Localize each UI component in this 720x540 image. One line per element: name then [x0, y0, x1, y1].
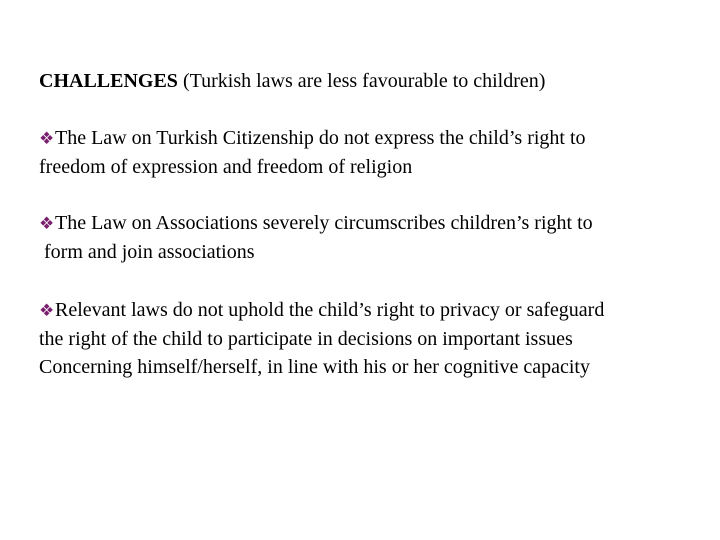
bullet-line: form and join associations — [44, 241, 255, 263]
bullet-line — [39, 296, 719, 325]
heading-bold-text: CHALLENGES — [39, 70, 178, 92]
bullet-item-privacy — [39, 296, 719, 381]
diamond-bullet-icon: ❖ — [39, 301, 55, 320]
bullet-text: The Law on Associations severely circumscribes children’s right to — [55, 212, 593, 234]
bullet-line — [39, 124, 719, 153]
bullet-text: The Law on Turkish Citizenship do not express the child’s right to — [55, 127, 586, 149]
diamond-bullet-icon: ❖ — [39, 214, 55, 233]
bullet-line: the right of the child to participate in decisions on important issues — [39, 328, 573, 350]
bullet-line: Concerning himself/herself, in line with his or her cognitive capacity — [39, 356, 590, 378]
heading-rest-text: (Turkish laws are less favourable to children) — [177, 70, 546, 92]
bullet-item-citizenship — [39, 124, 719, 181]
bullet-line: freedom of expression and freedom of religion — [39, 156, 413, 178]
bullet-item-associations — [39, 209, 719, 266]
bullet-line — [39, 209, 719, 238]
diamond-bullet-icon: ❖ — [39, 129, 55, 148]
bullet-text: Relevant laws do not uphold the child’s right to privacy or safeguard — [55, 299, 605, 321]
slide-heading — [39, 67, 545, 95]
